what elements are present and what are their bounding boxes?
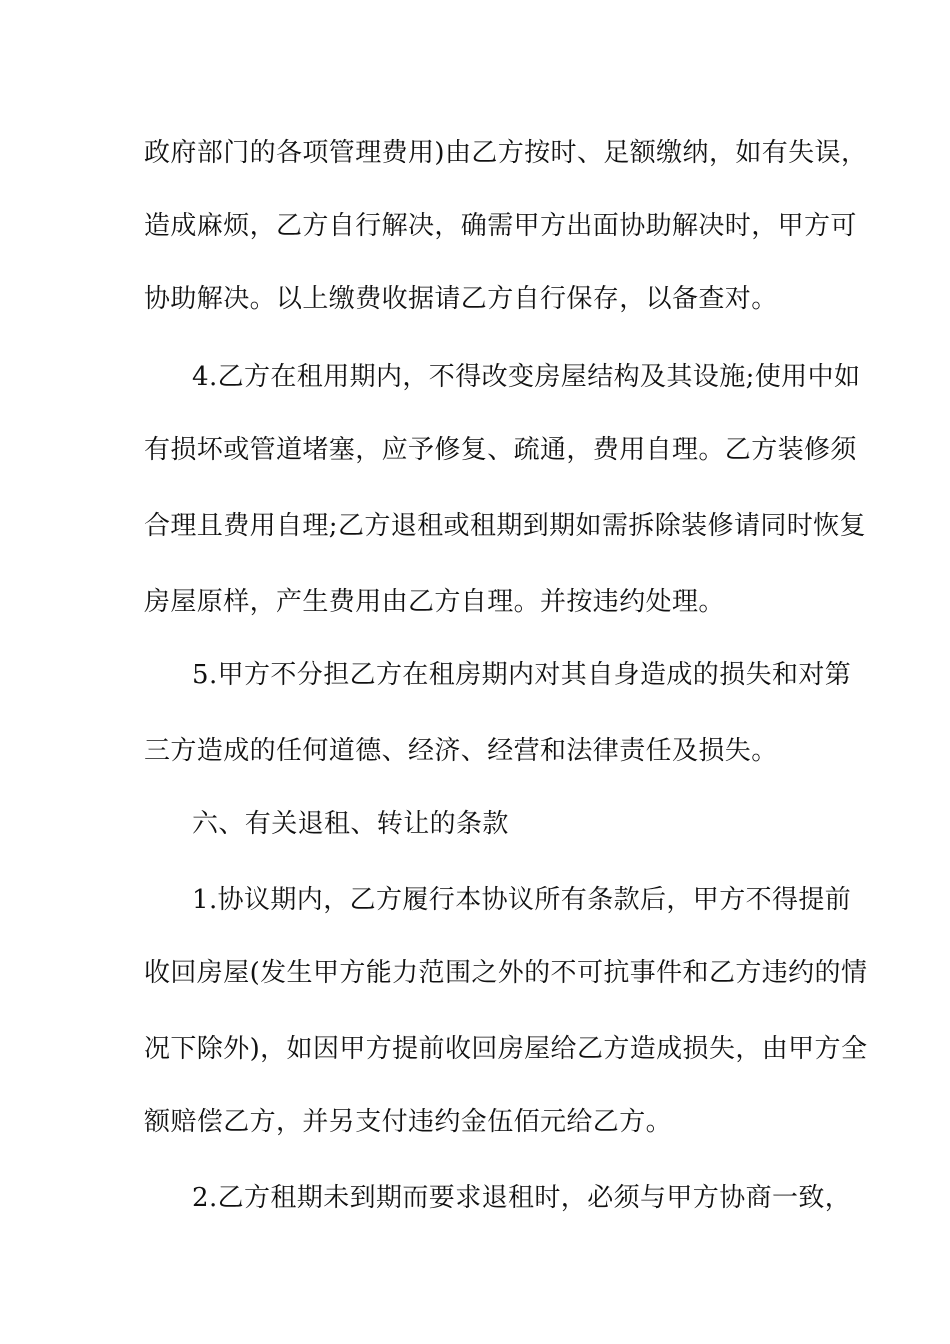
text-line: 合理且费用自理;乙方退租或租期到期如需拆除装修请同时恢复 <box>144 511 866 541</box>
paragraph-start-line: 2.乙方租期未到期而要求退租时，必须与甲方协商一致， <box>192 1183 852 1213</box>
text-line: 三方造成的任何道德、经济、经营和法律责任及损失。 <box>144 736 778 766</box>
paragraph-start-line: 1.协议期内，乙方履行本协议所有条款后，甲方不得提前 <box>192 885 852 915</box>
text-line: 有损坏或管道堵塞，应予修复、疏通，费用自理。乙方装修须 <box>144 435 857 465</box>
paragraph-start-line: 4.乙方在租用期内，不得改变房屋结构及其设施;使用中如 <box>192 362 861 392</box>
text-line: 额赔偿乙方，并另支付违约金伍佰元给乙方。 <box>144 1107 673 1137</box>
text-line: 造成麻烦，乙方自行解决，确需甲方出面协助解决时，甲方可 <box>144 211 857 241</box>
section-heading: 六、有关退租、转让的条款 <box>192 809 509 839</box>
text-line: 收回房屋(发生甲方能力范围之外的不可抗事件和乙方违约的情 <box>144 958 868 988</box>
text-line: 协助解决。以上缴费收据请乙方自行保存，以备查对。 <box>144 284 778 314</box>
text-line: 房屋原样，产生费用由乙方自理。并按违约处理。 <box>144 587 725 617</box>
text-line: 况下除外)，如因甲方提前收回房屋给乙方造成损失，由甲方全 <box>144 1034 868 1064</box>
paragraph-start-line: 5.甲方不分担乙方在租房期内对其自身造成的损失和对第 <box>192 660 852 690</box>
text-line: 政府部门的各项管理费用)由乙方按时、足额缴纳，如有失误， <box>144 138 868 168</box>
